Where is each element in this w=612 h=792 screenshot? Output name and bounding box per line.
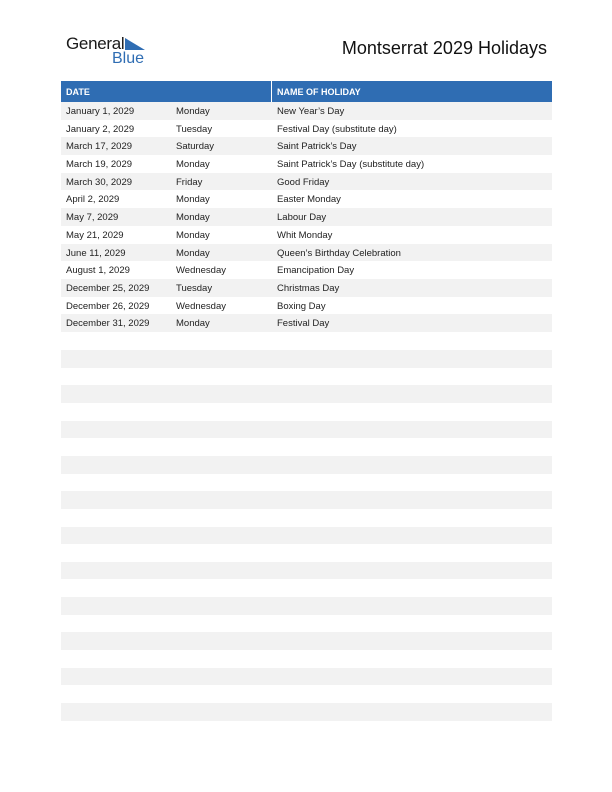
cell-date: December 26, 2029: [66, 300, 150, 312]
cell-date: August 1, 2029: [66, 265, 130, 277]
cell-day: Wednesday: [176, 265, 226, 277]
cell-date: March 30, 2029: [66, 176, 133, 188]
cell-holiday-name: Easter Monday: [277, 194, 341, 206]
generalblue-logo: [66, 34, 156, 70]
cell-date: April 2, 2029: [66, 194, 120, 206]
cell-holiday-name: Good Friday: [277, 176, 330, 188]
cell-day: Saturday: [176, 141, 215, 153]
cell-day: Wednesday: [176, 300, 226, 312]
table-row: [61, 314, 552, 332]
cell-day: Monday: [176, 212, 210, 224]
cell-day: Monday: [176, 247, 210, 259]
table-row: [61, 208, 552, 226]
table-row: [61, 120, 552, 138]
cell-day: Monday: [176, 106, 210, 117]
table-row: [61, 261, 552, 279]
cell-day: Monday: [176, 229, 210, 241]
cell-day: Monday: [176, 318, 210, 330]
cell-date: May 21, 2029: [66, 229, 124, 241]
table-row: [61, 226, 552, 244]
table-row: [61, 244, 552, 262]
header-holiday-name: NAME OF HOLIDAY: [277, 87, 361, 97]
logo-text-blue: Blue: [112, 50, 145, 67]
cell-date: January 1, 2029: [66, 106, 135, 117]
table-row: [61, 102, 552, 120]
table-header: [61, 81, 552, 102]
cell-holiday-name: Saint Patrick’s Day (substitute day): [277, 159, 425, 171]
table-row: [61, 279, 552, 297]
cell-date: January 2, 2029: [66, 123, 135, 135]
empty-row: [61, 703, 552, 721]
table-row: [61, 155, 552, 173]
table-row: [61, 297, 552, 315]
cell-date: December 31, 2029: [66, 318, 150, 330]
cell-holiday-name: Emancipation Day: [277, 265, 355, 277]
cell-date: March 19, 2029: [66, 159, 133, 171]
cell-holiday-name: Queen’s Birthday Celebration: [277, 247, 401, 259]
cell-date: May 7, 2029: [66, 212, 119, 224]
empty-row: [61, 491, 552, 509]
cell-holiday-name: Festival Day (substitute day): [277, 123, 397, 135]
page-title: Montserrat 2029 Holidays: [341, 38, 547, 58]
cell-holiday-name: Christmas Day: [277, 282, 340, 294]
empty-row: [61, 421, 552, 439]
empty-row: [61, 597, 552, 615]
cell-day: Monday: [176, 159, 210, 171]
logo-triangle-icon: [125, 38, 145, 50]
cell-holiday-name: Whit Monday: [277, 229, 333, 241]
empty-row: [61, 668, 552, 686]
cell-day: Tuesday: [176, 123, 213, 135]
header-divider: [271, 81, 272, 102]
empty-row: [61, 562, 552, 580]
cell-holiday-name: Boxing Day: [277, 300, 326, 312]
empty-row: [61, 456, 552, 474]
empty-row: [61, 350, 552, 368]
cell-day: Friday: [176, 176, 203, 188]
table-row: [61, 190, 552, 208]
header-date: DATE: [66, 87, 90, 97]
cell-date: December 25, 2029: [66, 282, 150, 294]
cell-holiday-name: Labour Day: [277, 212, 327, 224]
logo-text-general: General: [66, 34, 125, 53]
cell-holiday-name: Saint Patrick’s Day: [277, 141, 357, 153]
holiday-table: [61, 81, 552, 332]
cell-holiday-name: New Year’s Day: [277, 106, 345, 117]
empty-row: [61, 527, 552, 545]
table-body: [61, 102, 552, 332]
cell-day: Tuesday: [176, 282, 213, 294]
empty-row: [61, 385, 552, 403]
cell-holiday-name: Festival Day: [277, 318, 330, 330]
table-row: [61, 137, 552, 155]
cell-date: June 11, 2029: [66, 247, 126, 259]
cell-date: March 17, 2029: [66, 141, 133, 153]
empty-row: [61, 632, 552, 650]
table-row: [61, 173, 552, 191]
cell-day: Monday: [176, 194, 210, 206]
